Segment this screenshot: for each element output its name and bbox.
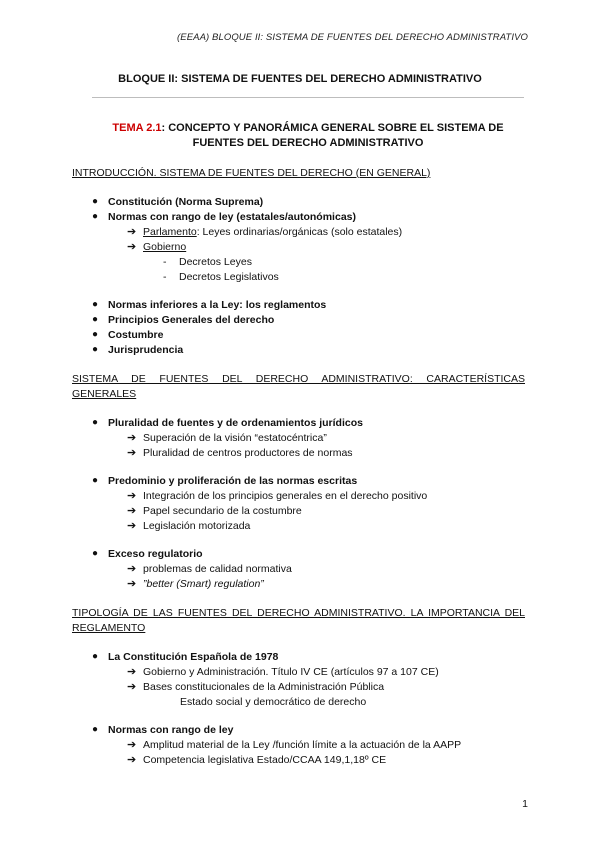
bullet-icon: ● [92,548,99,559]
bullet-icon: ● [92,299,99,310]
arrow-text: Legislación motorizada [143,520,251,532]
arrow-text: Superación de la visión “estatocéntrica” [143,432,327,444]
arrow-icon: ➔ [127,739,137,751]
document-title: BLOQUE II: SISTEMA DE FUENTES DEL DERECHO ADMINISTRATIVO [118,73,482,85]
bullet-item [92,650,278,664]
topic-label: TEMA 2.1 [112,122,162,134]
arrow-label: Parlamento [143,226,197,238]
bullet-icon: ● [92,417,99,428]
arrow-text: problemas de calidad normativa [143,563,292,575]
arrow-icon: ➔ [127,578,137,590]
arrow-text: Pluralidad de centros productores de normas [143,447,353,459]
arrow-item [127,504,302,518]
arrow-icon: ➔ [127,681,137,693]
bullet-item [92,195,263,209]
topic-heading [92,121,524,151]
arrow-icon: ➔ [127,666,137,678]
topic-title: : CONCEPTO Y PANORÁMICA GENERAL SOBRE EL SISTEMA DE FUENTES DEL DERECHO ADMINISTRATIVO [161,122,504,149]
bullet-icon: ● [92,475,99,486]
bullet-text: Normas inferiores a la Ley: los reglamentos [108,299,327,311]
bullet-icon: ● [92,344,99,355]
bullet-text: Constitución (Norma Suprema) [108,196,264,208]
bullet-item [92,343,183,357]
arrow-icon: ➔ [127,241,137,253]
bullet-text: Principios Generales del derecho [108,314,275,326]
arrow-item [127,519,250,533]
arrow-icon: ➔ [127,505,137,517]
arrow-icon: ➔ [127,432,137,444]
bullet-text: Normas con rango de ley (estatales/autonómicas) [108,211,356,223]
arrow-icon: ➔ [127,520,137,532]
dash-icon: - [163,256,167,268]
arrow-text: : Leyes ordinarias/orgánicas (solo estatales) [196,226,403,238]
arrow-item [127,665,439,679]
arrow-item [127,753,386,767]
bullet-item [92,210,356,224]
arrow-item [127,489,427,503]
bullet-item [92,547,203,561]
dash-text: Decretos Legislativos [179,271,279,283]
arrow-text: Gobierno y Administración. Título IV CE (artículos 97 a 107 CE) [143,666,439,678]
bullet-icon: ● [92,329,99,340]
section-heading-intro: INTRODUCCIÓN. SISTEMA DE FUENTES DEL DERECHO (EN GENERAL) [72,167,431,179]
bullet-item [92,328,163,342]
dash-icon: - [163,271,167,283]
dash-item [163,270,279,284]
arrow-icon: ➔ [127,563,137,575]
bullet-item [92,723,233,737]
arrow-item [127,562,292,576]
bullet-icon: ● [92,724,99,735]
title-divider [92,97,524,98]
arrow-item [127,431,327,445]
bullet-item [92,298,326,312]
dash-text: Decretos Leyes [179,256,252,268]
bullet-icon: ● [92,196,99,207]
bullet-icon: ● [92,314,99,325]
arrow-icon: ➔ [127,754,137,766]
bullet-icon: ● [92,211,99,222]
section-heading-tipologia: TIPOLOGÍA DE LAS FUENTES DEL DERECHO ADMINISTRATIVO. LA IMPORTANCIA DEL REGLAMENTO [72,607,525,634]
bullet-item [92,416,363,430]
bullet-text: Jurisprudencia [108,344,184,356]
arrow-text: Integración de los principios generales en el derecho positivo [143,490,428,502]
arrow-text: Bases constitucionales de la Administración Pública [143,681,385,693]
arrow-text: Amplitud material de la Ley /función límite a la actuación de la AAPP [143,739,462,751]
arrow-item [127,446,353,460]
arrow-text: Competencia legislativa Estado/CCAA 149,1,18º CE [143,754,387,766]
arrow-text: ”better (Smart) regulation” [143,578,264,590]
page-number: 1 [522,798,528,810]
arrow-item [127,738,461,752]
arrow-icon: ➔ [127,447,137,459]
bullet-text: Predominio y proliferación de las normas escritas [108,475,358,487]
bullet-item [92,313,274,327]
running-header: (EEAA) BLOQUE II: SISTEMA DE FUENTES DEL DERECHO ADMINISTRATIVO [177,32,528,43]
bullet-text: Costumbre [108,329,164,341]
arrow-item [127,577,264,591]
bullet-item [92,474,357,488]
bullet-text: La Constitución Española de 1978 [108,651,279,663]
dash-item [163,255,252,269]
arrow-icon: ➔ [127,226,137,238]
arrow-item [127,225,402,239]
bullet-text: Pluralidad de fuentes y de ordenamientos jurídicos [108,417,363,429]
section-heading-caracteristicas: SISTEMA DE FUENTES DEL DERECHO ADMINISTRATIVO: CARACTERÍSTICAS GENERALES [72,373,525,400]
bullet-icon: ● [92,651,99,662]
bullet-text: Exceso regulatorio [108,548,203,560]
bullet-text: Normas con rango de ley [108,724,234,736]
continuation-text: Estado social y democrático de derecho [180,696,367,708]
arrow-label: Gobierno [143,241,187,253]
arrow-item [127,240,186,254]
arrow-text: Papel secundario de la costumbre [143,505,302,517]
arrow-item [127,680,384,694]
arrow-icon: ➔ [127,490,137,502]
